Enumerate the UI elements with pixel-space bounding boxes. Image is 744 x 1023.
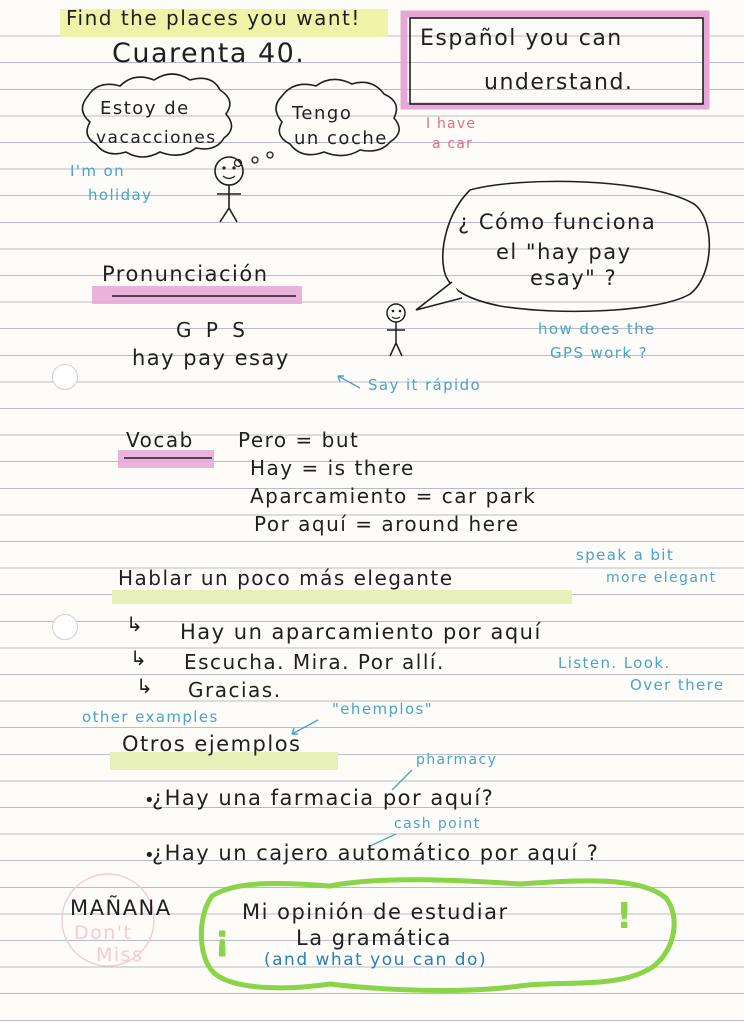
examples-pronunciation: "ehemplos" (332, 700, 434, 718)
elegant-item: Gracias. (188, 678, 282, 702)
elegant-translation-line2: more elegant (606, 570, 717, 586)
box-note-line2: understand. (484, 70, 634, 95)
arrow-right-icon: ↳ (130, 646, 147, 670)
bullet-icon: • (144, 790, 155, 811)
elegant-note-line2: Over there (630, 676, 725, 694)
pharmacy-note: pharmacy (416, 752, 498, 768)
say-it-fast-tip: Say it rápido (368, 376, 482, 394)
gps-phonetic: hay pay esay (132, 346, 290, 370)
elegant-translation-line1: speak a bit (576, 546, 675, 564)
gps-question-line2: el "hay pay (496, 240, 632, 264)
cashpoint-note: cash point (394, 816, 481, 832)
exclamation-left: ¡ (214, 918, 232, 959)
vacation-translation-line2: holiday (88, 186, 153, 204)
gps-translation-line1: how does the (538, 320, 656, 338)
example-sentence: ¿Hay una farmacia por aquí? (152, 786, 495, 810)
example-sentence: ¿Hay un cajero automático por aquí ? (152, 841, 600, 865)
examples-heading: Otros ejemplos (122, 732, 302, 756)
elegant-item: Hay un aparcamiento por aquí (180, 620, 542, 644)
car-text-line2: un coche (294, 128, 388, 149)
vocab-item: Por aquí = around here (254, 512, 520, 536)
arrow-right-icon: ↳ (126, 612, 143, 636)
bullet-icon: • (144, 845, 155, 866)
elegant-item: Escucha. Mira. Por allí. (184, 650, 445, 674)
pronunciation-heading: Pronunciación (102, 262, 269, 286)
vocab-heading: Vocab (126, 428, 194, 452)
vacation-text-line2: vacacciones (96, 128, 217, 148)
vocab-item: Pero = but (238, 428, 360, 452)
dont-miss-faint-line2: Miss (96, 944, 144, 966)
stick-figure-body (217, 185, 241, 222)
examples-translation: other examples (82, 708, 219, 726)
arrow-right-icon: ↳ (136, 674, 153, 698)
car-translation-line2: a car (432, 136, 474, 152)
box-note-line1: Español you can (420, 26, 623, 51)
stick-figure-head (215, 157, 243, 185)
tomorrow-line3: (and what you can do) (264, 950, 488, 970)
elegant-heading: Hablar un poco más elegante (118, 566, 454, 590)
dont-miss-faint-line1: Don't (74, 922, 133, 944)
gps-question-line3: esay" ? (530, 266, 618, 290)
stick-figure-2-body (387, 322, 405, 356)
elegant-note-line1: Listen. Look. (558, 654, 671, 672)
car-text-line1: Tengo (292, 103, 353, 124)
gps-question-line1: ¿ Cómo funciona (458, 210, 657, 234)
stick-figure-2-head (387, 304, 405, 322)
page-number: Cuarenta 40. (112, 38, 306, 69)
vocab-item: Aparcamiento = car park (250, 484, 537, 508)
tomorrow-line2: La gramática (296, 926, 452, 950)
vocab-item: Hay = is there (250, 456, 415, 480)
tomorrow-label: MAÑANA (70, 896, 172, 920)
tomorrow-line1: Mi opinión de estudiar (242, 900, 509, 924)
vacation-translation-line1: I'm on (70, 162, 126, 180)
exclamation-right: ! (616, 896, 634, 937)
vacation-text-line1: Estoy de (100, 98, 190, 119)
car-translation-line1: I have (426, 116, 477, 132)
gps-letters: G P S (176, 318, 249, 342)
page-title: Find the places you want! (66, 6, 361, 30)
gps-translation-line2: GPS work ? (550, 344, 648, 362)
